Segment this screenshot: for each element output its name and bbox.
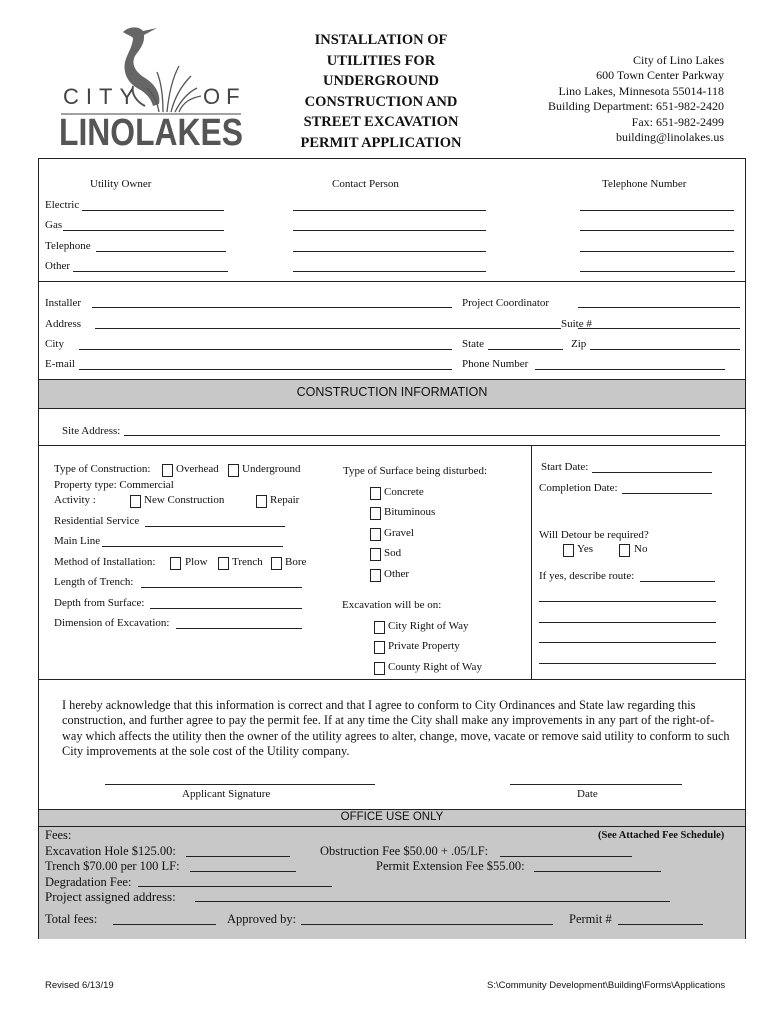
excavation-hole-label: Excavation Hole $125.00: — [45, 844, 176, 858]
site-address-label: Site Address: — [62, 425, 121, 437]
divider — [38, 679, 746, 680]
obstruction-fee-label: Obstruction Fee $50.00 + .05/LF: — [320, 844, 489, 858]
suite-field[interactable] — [578, 328, 740, 329]
main-line-label: Main Line — [54, 535, 101, 547]
underground-label: Underground — [242, 463, 301, 475]
underground-checkbox[interactable] — [228, 464, 239, 477]
gas-phone-field[interactable] — [580, 230, 734, 231]
overhead-checkbox[interactable] — [162, 464, 173, 477]
office-use-band — [39, 809, 745, 939]
permit-number-label: Permit # — [569, 912, 612, 926]
dimension-of-excavation-field[interactable] — [176, 628, 302, 629]
degradation-fee-field[interactable] — [138, 886, 332, 887]
heron-logo-icon — [55, 22, 250, 152]
residential-service-label: Residential Service — [54, 515, 140, 527]
address-label: Address — [45, 318, 82, 330]
property-type-label: Property type: Commercial — [54, 479, 174, 491]
phone-number-label: Phone Number — [462, 358, 529, 370]
email-label: E-mail — [45, 358, 75, 370]
city-logo — [55, 22, 250, 152]
depth-from-surface-field[interactable] — [150, 608, 302, 609]
surface-type-label: Type of Surface being disturbed: — [343, 465, 488, 477]
state-field[interactable] — [488, 349, 563, 350]
plow-label: Plow — [185, 556, 208, 568]
repair-checkbox[interactable] — [256, 495, 267, 508]
state-label: State — [462, 338, 484, 350]
detour-question-label: Will Detour be required? — [539, 529, 649, 541]
degradation-fee-label: Degradation Fee: — [45, 875, 132, 889]
project-address-label: Project assigned address: — [45, 889, 176, 904]
suite-label: Suite # — [561, 318, 592, 330]
permit-extension-label: Permit Extension Fee $55.00: — [376, 859, 525, 873]
city-field[interactable] — [79, 349, 452, 350]
telephone-owner-field[interactable] — [96, 251, 226, 252]
telephone-contact-field[interactable] — [293, 251, 486, 252]
zip-field[interactable] — [590, 349, 740, 350]
completion-date-label: Completion Date: — [539, 482, 618, 494]
logo-city-text: CITY — [63, 84, 142, 109]
project-coordinator-label: Project Coordinator — [462, 297, 550, 309]
office-use-header: OFFICE USE ONLY — [340, 811, 444, 823]
electric-contact-field[interactable] — [293, 210, 486, 211]
divider — [38, 826, 746, 827]
column-divider — [531, 445, 532, 679]
electric-label: Electric — [45, 199, 80, 211]
route-line-field[interactable] — [539, 601, 716, 602]
gas-owner-field[interactable] — [63, 230, 224, 231]
bore-checkbox[interactable] — [271, 557, 282, 570]
city-label: City — [45, 338, 64, 350]
electric-phone-field[interactable] — [580, 210, 734, 211]
divider — [38, 281, 746, 282]
construction-info-header: CONSTRUCTION INFORMATION — [296, 385, 488, 399]
total-fees-field[interactable] — [113, 924, 216, 925]
detour-yes-label: Yes — [577, 543, 594, 555]
trench-label: Trench — [232, 556, 263, 568]
city-contact-info: City of Lino Lakes 600 Town Center Parkway Lino Lakes, Minnesota 55014-118 Building Department: 651-982-2420 Fax: 651-982-2499 building@linolakes.us — [548, 53, 724, 145]
overhead-label: Overhead — [176, 463, 219, 475]
main-line-field[interactable] — [102, 546, 283, 547]
type-of-construction-label: Type of Construction: — [54, 463, 151, 475]
fee-schedule-note: (See Attached Fee Schedule) — [598, 830, 725, 841]
gas-contact-field[interactable] — [293, 230, 486, 231]
method-of-installation-label: Method of Installation: — [54, 556, 156, 568]
concrete-checkbox[interactable] — [370, 487, 381, 500]
bituminous-checkbox[interactable] — [370, 507, 381, 520]
project-address-field[interactable] — [195, 901, 670, 902]
gravel-checkbox[interactable] — [370, 528, 381, 541]
new-construction-checkbox[interactable] — [130, 495, 141, 508]
contact-person-header: Contact Person — [332, 178, 399, 190]
project-coordinator-field[interactable] — [578, 307, 740, 308]
gravel-label: Gravel — [384, 527, 414, 539]
start-date-field[interactable] — [592, 472, 712, 473]
other-contact-field[interactable] — [293, 271, 486, 272]
other-label: Other — [45, 260, 71, 272]
electric-owner-field[interactable] — [82, 210, 224, 211]
email-field[interactable] — [79, 369, 452, 370]
describe-route-field[interactable] — [640, 581, 715, 582]
dimension-of-excavation-label: Dimension of Excavation: — [54, 617, 170, 629]
start-date-label: Start Date: — [541, 461, 589, 473]
installer-label: Installer — [45, 297, 82, 309]
plow-checkbox[interactable] — [170, 557, 181, 570]
trench-fee-field[interactable] — [190, 871, 296, 872]
city-right-of-way-label: City Right of Way — [388, 620, 469, 632]
other-owner-field[interactable] — [73, 271, 228, 272]
trench-checkbox[interactable] — [218, 557, 229, 570]
revised-date: Revised 6/13/19 — [45, 980, 114, 991]
signature-date-field[interactable] — [510, 784, 682, 785]
trench-fee-label: Trench $70.00 per 100 LF: — [45, 859, 180, 873]
zip-label: Zip — [571, 338, 587, 350]
detour-no-checkbox[interactable] — [619, 544, 630, 557]
length-of-trench-label: Length of Trench: — [54, 576, 134, 588]
other-surface-label: Other — [384, 568, 410, 580]
other-surface-checkbox[interactable] — [370, 569, 381, 582]
bore-label: Bore — [285, 556, 307, 568]
approved-by-label: Approved by: — [227, 912, 297, 926]
fees-label: Fees: — [45, 828, 72, 842]
telephone-number-header: Telephone Number — [602, 178, 687, 190]
route-line-field[interactable] — [539, 663, 716, 664]
sod-checkbox[interactable] — [370, 548, 381, 561]
city-right-of-way-checkbox[interactable] — [374, 621, 385, 634]
file-path: S:\Community Development\Building\Forms\Applications — [487, 980, 726, 991]
new-construction-label: New Construction — [144, 494, 225, 506]
signature-date-label: Date — [577, 788, 598, 800]
route-line-field[interactable] — [539, 622, 716, 623]
depth-from-surface-label: Depth from Surface: — [54, 597, 145, 609]
completion-date-field[interactable] — [622, 493, 712, 494]
excavation-on-label: Excavation will be on: — [342, 599, 442, 611]
gas-label: Gas — [45, 219, 63, 231]
excavation-hole-field[interactable] — [186, 856, 290, 857]
length-of-trench-field[interactable] — [141, 587, 302, 588]
acknowledgement-text: I hereby acknowledge that this information is correct and that I agree to conform to City Ordinances and State law regarding this construction, and further agree to pay the permit fee. If at any time the City shall make any improvements in any part of the right-of-way which affects the utility then the owner of the utility agrees to alter, change, move, vacate or remove said utility to conform to such City improvements at the sole cost of the Utility company. — [62, 698, 730, 759]
activity-label: Activity : — [54, 494, 96, 506]
bituminous-label: Bituminous — [384, 506, 436, 518]
svg-text:OF: OF — [203, 84, 246, 109]
approved-by-field[interactable] — [301, 924, 553, 925]
private-property-checkbox[interactable] — [374, 641, 385, 654]
route-line-field[interactable] — [539, 642, 716, 643]
county-right-of-way-checkbox[interactable] — [374, 662, 385, 675]
site-address-field[interactable] — [124, 435, 720, 436]
sod-label: Sod — [384, 547, 402, 559]
utility-owner-header: Utility Owner — [90, 178, 152, 190]
other-phone-field[interactable] — [580, 271, 735, 272]
total-fees-label: Total fees: — [45, 912, 98, 926]
obstruction-fee-field[interactable] — [500, 856, 632, 857]
installer-field[interactable] — [92, 307, 452, 308]
telephone-phone-field[interactable] — [580, 251, 734, 252]
permit-number-field[interactable] — [618, 924, 703, 925]
divider — [38, 445, 746, 446]
telephone-label: Telephone — [45, 240, 91, 252]
permit-extension-field[interactable] — [534, 871, 661, 872]
applicant-signature-field[interactable] — [105, 784, 375, 785]
applicant-signature-label: Applicant Signature — [182, 788, 271, 800]
svg-text:LINOLAKES: LINOLAKES — [59, 112, 243, 154]
repair-label: Repair — [270, 494, 300, 506]
private-property-label: Private Property — [388, 640, 460, 652]
detour-yes-checkbox[interactable] — [563, 544, 574, 557]
county-right-of-way-label: County Right of Way — [388, 661, 482, 673]
concrete-label: Concrete — [384, 486, 424, 498]
phone-number-field[interactable] — [535, 369, 725, 370]
address-field[interactable] — [95, 328, 561, 329]
detour-no-label: No — [634, 543, 648, 555]
page-title: INSTALLATION OF UTILITIES FOR UNDERGROUND CONSTRUCTION AND STREET EXCAVATION PERMIT APPLICATION — [300, 32, 462, 151]
describe-route-label: If yes, describe route: — [539, 570, 635, 582]
residential-service-field[interactable] — [145, 526, 285, 527]
